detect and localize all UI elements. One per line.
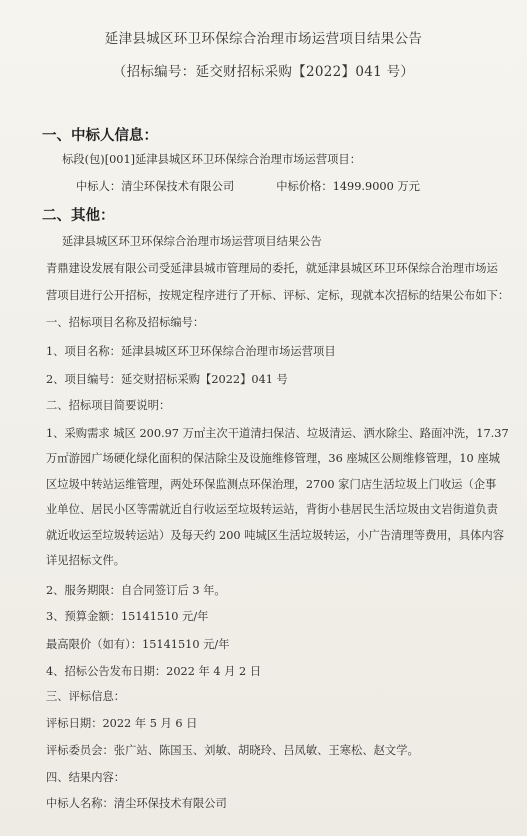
part2-heading: 二、招标项目简要说明： (46, 399, 171, 412)
part4-heading: 四、结果内容： (46, 771, 126, 784)
evaluation-committee: 评标委员会：张广站、陈国玉、刘敏、胡晓玲、吕凤敏、王寒松、赵文学。 (46, 744, 419, 757)
price-value: 1499.9000 万元 (332, 180, 420, 193)
winner-value: 清尘环保技术有限公司 (121, 180, 235, 193)
requirement-line-2: 万㎡游园广场硬化绿化面积的保洁除尘及设施维修管理，36 座城区公厕维修管理，10 座城 (46, 452, 500, 465)
price-label: 中标价格： (276, 180, 333, 193)
max-price: 最高限价（如有）：15141510 元/年 (46, 638, 230, 651)
lot-line: 标段(包)[001]延津县城区环卫环保综合治理市场运营项目： (62, 153, 362, 166)
section-heading-other: 二、其他： (42, 207, 115, 224)
publish-date: 4、招标公告发布日期：2022 年 4 月 2 日 (46, 665, 262, 678)
winner-row (76, 178, 420, 194)
winner-name: 中标人名称：清尘环保技术有限公司 (46, 797, 227, 810)
winner-label: 中标人： (76, 180, 122, 193)
intro-line-1: 青鼎建设发展有限公司受延津县城市管理局的委托，就延津县城区环卫环保综合治理市场运 (46, 262, 498, 275)
project-number: 2、项目编号：延交财招标采购【2022】041 号 (46, 373, 288, 386)
sub-title: 延津县城区环卫环保综合治理市场运营项目结果公告 (62, 235, 322, 248)
requirement-line-6: 详见招标文件。 (46, 554, 126, 567)
document-title: 延津县城区环卫环保综合治理市场运营项目结果公告 (104, 31, 423, 47)
requirement-line-3: 区垃圾中转站运维管理，两处环保监测点环保治理，2700 家门店生活垃圾上门收运（企事 (46, 478, 497, 491)
requirement-line-4: 业单位、居民小区等需就近自行收运至垃圾转运站，背街小巷居民生活垃圾由文岩街道负责 (46, 503, 498, 516)
part1-heading: 一、招标项目名称及招标编号： (46, 316, 205, 329)
budget-amount: 3、预算金额：15141510 元/年 (46, 610, 209, 623)
requirement-line-1: 1、采购需求 城区 200.97 万㎡主次干道清扫保洁、垃圾清运、洒水除尘、路面冲洗，17.37 (46, 427, 509, 440)
requirement-line-5: 就近收运至垃圾转运站）及每天约 200 吨城区生活垃圾转运，小广告清理等费用，具体内容 (46, 529, 505, 542)
service-period: 2、服务期限：自合同签订后 3 年。 (46, 584, 226, 597)
intro-line-2: 营项目进行公开招标，按规定程序进行了开标、评标、定标，现就本次招标的结果公布如下： (46, 289, 510, 302)
section-heading-winner-info: 一、中标人信息： (42, 127, 158, 144)
evaluation-date: 评标日期：2022 年 5 月 6 日 (46, 717, 198, 730)
tender-number: （招标编号：延交财招标采购【2022】041 号） (112, 64, 415, 80)
project-name: 1、项目名称：延津县城区环卫环保综合治理市场运营项目 (46, 345, 336, 358)
part3-heading: 三、评标信息： (46, 690, 126, 703)
